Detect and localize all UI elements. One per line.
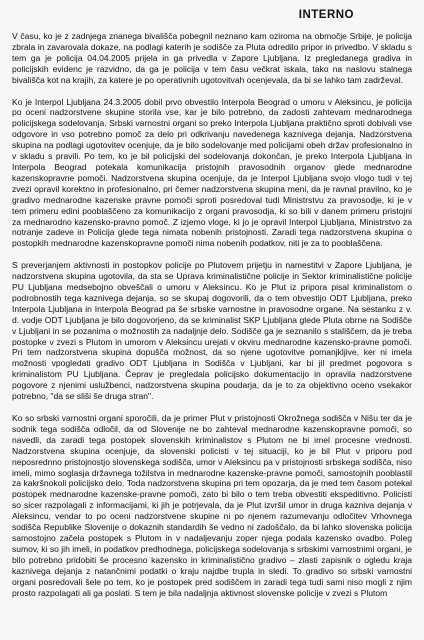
- interno-stamp: INTERNO: [298, 9, 354, 21]
- paragraph-2: Ko je Interpol Ljubljana 24.3.2005 dobil prvo obvestilo Interpola Beograd o umoru v Aleksincu, je policija po oceni nadzorstvene skupine storila vse, kar je bilo potrebno, da zadosti zahtevam mednarodnega policijskega sodelovanja. Srbski varnostni organi so preko Interpola Ljubljana praktično sproti dobivali vse odgovore in vso potrebno pomoč za delo pri odkrivanju navedenega kaznivega dejanja. Nadzorstvena skupina na podlagi ugotovitev ocenjuje, da je bilo sodelovanje med policijami obeh držav profesionalno in v skladu s pravili. Po tem, ko je bil policijski del sodelovanja dokončan, je preko Interpola Ljubljana in Interpola Beograd potekala komunikacija pristojnih pravosodnih organov glede mednarodne kazenskopravne pomoči. Nadzorstvena skupina ocenjuje, da je Interpol Ljubljana svojo vlogo tudi v tej zvezi opravil korektno in profesionalno, pri čemer nadzorstvena skupina meni, da je ravnal pravilno, ko je gradivo mednarodne kazenske pravne pomoči sproti posredoval tudi Ministrstvu za pravosodje, ki je v tem primeru edini pooblaščeno za komunikacijo z organi pravosodja, ki so bili v danem primeru pristojni za mednarodno kazensko-pravno pomoč. Z izjemo vloge, ki jo je opravil Interpol Ljubljana, Ministrstvo za notranje zadeve in Policija glede tega nimata nobenih pristojnosti. Zaradi tega nadzorstvena skupina o postopkih mednarodne kazenskopravne pomoči nima nobenih podatkov, niti je za to pooblaščena.: [12, 96, 412, 249]
- paragraph-1: V času, ko je z zadnjega znanega bivališča pobegnil neznano kam oziroma na območje Srbije, je policija zbrala in zavarovala dokaze, na podlagi katerih je sodišče za Pluta odredilo pripor in privedbo. V skladu s tem ga je policija 04.04.2005 prijela in ga privedla v Zapore Ljubljana. Iz pregledanega gradiva in policijskih evidenc je razvidno, da ga je policija v tem času večkrat iskala, tako na naslovu stalnega bivališča kot na krajih, za katere je po operativnih ugotovitvah ocenjevala, da bi se lahko tam zadrževal.: [12, 31, 412, 85]
- paragraph-3: S preverjanjem aktivnosti in postopkov policije po Plutovem prijetju in namestitvi v Zapore Ljubljana, je nadzorstvena skupina ugotovila, da sta se Uprava kriminalistične policije in Sektor kriminalistične policije PU Ljubljana medsebojno obveščali o umoru v Aleksincu. Ko je Plut iz pripora pisal kriminalistom o podrobnostih tega kaznivega dejanja, so se skupaj dogovorili, da o tem obvestijo ODT Ljubljana, preko Interpola Ljubljana in Interpola Beograd pa še srbske varnostne in pravosodne organe. Na sestanku z v. d. vodje ODT Ljubljana je bilo dogovorjeno, da se kriminalist SKP Ljubljana glede Pluta obrne na Sodišče v Ljubljani in se pozanima o možnostih za nadaljnje delo. Sodišče ga je seznanilo s stališčem, da je treba postopke v zvezi s Plutom in umorom v Aleksincu urejati v okviru mednarodne kazensko-pravne pomoči. Pri tem nadzorstvena skupina dopušča možnost, da so njene ugotovitve pomanjkljive, ker ni imela možnosti vpogledati gradivo ODT Ljubljana in Sodišča v Ljubljani, kar bi jil predmet pogovora s kriminalistom PU Ljubljana. Čeprav je pregledala policijsko dokumentacijo in opravila nadzorstvene pogovore z njenimi uslužbenci, nadzorstvena skupina poudarja, da je to za objektivno oceno vsekakor potrebno, "da se sliši še druga stran".: [12, 260, 412, 402]
- paragraph-4: Ko so srbski varnostni organi sporočili, da je primer Plut v pristojnosti Okrožnega sodišča v Nišu ter da je sodnik tega sodišča odločil, da od Slovenije ne bo zahteval mednarodne kazenskopravne pomoči, so navedli, da zaradi tega postopek slovenskih kriminalistov s Plutom ne bi imel procesne vrednosti. Nadzorstvena skupina ocenjuje, da slovenski policisti v tej situaciji, ko je bil Plut v priporu pod neposrednno pristojnostjo slovenskega sodišča, umor v Aleksincu pa v pristojnosti srbskega sodišča, niso imeli, mimo soglasja državnega tožilstva in mednarodne kazenske-pravne pomoči, samostojnih pooblastil za kakršnokoli policijsko delo. Toda nadzorstvena skupina pri tem opozarja, da je med tem časom potekal postopek mednarodne kazenske-pravne pomoči, zato bi bilo o tem treba obvestiti ekspeditivno. Policisti so sicer razpolagali z informacijami, ki jih je potrjevala, da je Plut izvršil umor in druga kazniva dejanja v Aleksincu, vendar to po oceni nadzorstvene skupine ni po njenem razumevanju odločitev Vrhovnega sodišča Republike Slovenije o dokaznih standardih še vedno ni zadoščalo, da bi lahko slovenska policija samostojno začela postopek s Plutom in v nadaljevanju zoper njega podala kazensko ovadbo. Poleg sumov, ki so jih imeli, in podatkov predhodnega, policijskega sodelovanja s srbskimi varnostnimi organi, je bilo potrebno pridobiti še procesno kazensko in kriminalistično gradivo – zlasti zapisnik o ogledu kraja kaznivega dejanja z natančnimi podatki o kraju najdbe trupla in sledi. To gradivo so srbski varnostni organi posredovali šele po tem, ko je postopek pred sodiščem in zaradi tega tudi sami niso mogli z njim prosto razpolagati ali ga poslati. S tem je bila nadaljnja aktivnost slovenske policije v zvezi s Plutom: [12, 413, 412, 598]
